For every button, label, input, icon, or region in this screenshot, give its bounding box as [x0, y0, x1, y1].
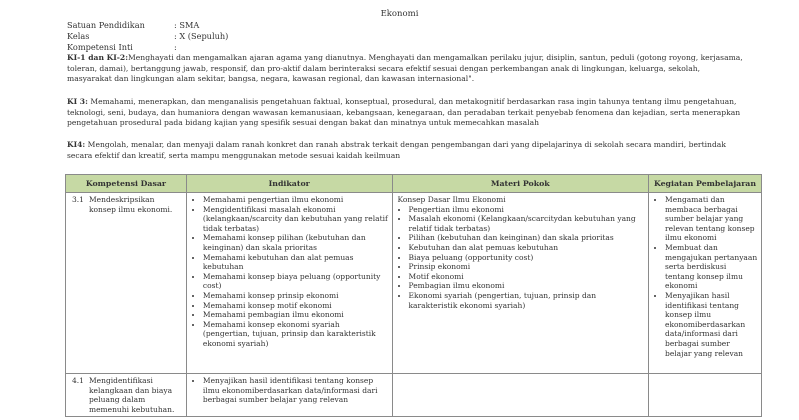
table-header-row: [66, 175, 762, 193]
materi-title: Konsep Dasar Ilmu Ekonomi: [397, 195, 506, 204]
table-row: [66, 193, 762, 374]
ki-1-2-lead: KI-1 dan KI-2:: [67, 53, 129, 62]
indikator-list: [190, 376, 389, 405]
materi-cell: [392, 374, 649, 417]
kegiatan-cell: [649, 374, 762, 417]
list-item: • Pilihan (kebutuhan dan keinginan) dan skala prioritas: [409, 233, 646, 243]
list-item: • Prinsip ekonomi: [409, 262, 646, 272]
kd-cell: [66, 374, 187, 417]
header-kegiatan-pembelajaran: Kegiatan Pembelajaran: [649, 175, 762, 193]
list-item: • Menyajikan hasil identifikasi tentang konsep ilmu ekonomiberdasarkan data/informasi dari berbagai sumber belajar yang relevan: [665, 291, 758, 358]
indikator-cell: [186, 374, 392, 417]
list-item: • Menyajikan hasil identifikasi tentang konsep ilmu ekonomiberdasarkan data/informasi dari berbagai sumber belajar yang relevan: [203, 376, 389, 405]
list-item: • Memahami kebutuhan dan alat pemuas kebutuhan: [203, 253, 389, 272]
list-item: • Masalah ekonomi (Kelangkaan/scarcitydan kebutuhan yang relatif tidak terbatas): [409, 214, 646, 233]
ki-1-2-text: Menghayati dan mengamalkan ajaran agama yang dianutnya. Menghayati dan mengamalkan perilaku jujur, disiplin, santun, peduli (gotong royong, kerjasama, toleran, damai), bertanggung jawab, responsif, dan pro-aktif dalam berinteraksi secara efektif sesuai dengan perkembangan anak di lingkungan, keluarga, sekolah, masyarakat dan lingkungan alam sekitar, bangsa, negara, kawasan regional, dan kawasan internasional".: [67, 53, 743, 83]
meta-kompetensi-inti: [67, 42, 177, 52]
list-item: • Pembagian ilmu ekonomi: [409, 281, 646, 291]
ki-4-text: Mengolah, menalar, dan menyaji dalam ranah konkret dan ranah abstrak terkait dengan pengembangan dari yang dipelajarinya di sekolah secara mandiri, bertindak secara efektif dan kreatif, serta mampu menggunakan metode sesuai kaidah keilmuan: [67, 140, 726, 160]
kd-text: Mendeskripsikan konsep ilmu ekonomi.: [89, 195, 173, 214]
materi-cell: [392, 193, 649, 374]
silabus-table: [65, 174, 762, 417]
meta-value: : SMA: [174, 20, 200, 30]
meta-kelas: [67, 31, 228, 41]
list-item: • Memahami konsep prinsip ekonomi: [203, 291, 389, 301]
ki-4-paragraph: [67, 140, 747, 161]
meta-label: Satuan Pendidikan: [67, 20, 145, 30]
ki-3-lead: KI 3:: [67, 97, 88, 106]
kd-text: Mengidentifikasi kelangkaan dan biaya peluang dalam memenuhi kebutuhan.: [89, 376, 175, 414]
document-title: Ekonomi: [380, 9, 419, 19]
kd-number: 3.1: [72, 195, 84, 204]
list-item: • Biaya peluang (opportunity cost): [409, 253, 646, 263]
list-item: • Memahami konsep pilihan (kebutuhan dan keinginan) dan skala prioritas: [203, 233, 389, 252]
list-item: • Mengamati dan membaca berbagai sumber belajar yang relevan tentang konsep ilmu ekonomi: [665, 195, 758, 243]
kegiatan-list: [652, 195, 758, 358]
header-kompetensi-dasar: Kompetensi Dasar: [66, 175, 187, 193]
list-item: • Mengidentifikasi masalah ekonomi (kelangkaan/scarcity dan kebutuhan yang relatif tidak terbatas): [203, 205, 389, 234]
kd-cell: [66, 193, 187, 374]
indikator-list: [190, 195, 389, 349]
list-item: • Pengertian ilmu ekonomi: [409, 205, 646, 215]
meta-value: :: [174, 42, 177, 52]
ki-3-paragraph: [67, 97, 747, 129]
list-item: • Memahami pembagian ilmu ekonomi: [203, 310, 389, 320]
list-item: • Membuat dan mengajukan pertanyaan serta berdiskusi tentang konsep ilmu ekonomi: [665, 243, 758, 291]
table-row: [66, 374, 762, 417]
header-materi-pokok: Materi Pokok: [392, 175, 649, 193]
list-item: • Memahami pengertian ilmu ekonomi: [203, 195, 389, 205]
indikator-cell: [186, 193, 392, 374]
list-item: • Memahami konsep biaya peluang (opportunity cost): [203, 272, 389, 291]
kd-number: 4.1: [72, 376, 84, 385]
meta-satuan-pendidikan: [67, 20, 199, 30]
ki-4-lead: KI4:: [67, 140, 86, 149]
meta-label: Kelas: [67, 31, 90, 41]
list-item: • Motif ekonomi: [409, 272, 646, 282]
kegiatan-cell: [649, 193, 762, 374]
list-item: • Ekonomi syariah (pengertian, tujuan, prinsip dan karakteristik ekonomi syariah): [409, 291, 646, 310]
list-item: • Kebutuhan dan alat pemuas kebutuhan: [409, 243, 646, 253]
ki-1-2-paragraph: [67, 53, 747, 85]
materi-list: [396, 205, 646, 311]
ki-3-text: Memahami, menerapkan, dan menganalisis pengetahuan faktual, konseptual, prosedural, dan metakognitif berdasarkan rasa ingin tahunya tentang ilmu pengetahuan, teknologi, seni, budaya, dan humaniora dengan wawasan kemanusiaan, kebangsaan, kenegaraan, dan peradaban terkait penyebab fenomena dan kejadian, serta menerapkan pengetahuan prosedural pada bidang kajian yang spesifik sesuai dengan bakat dan minatnya untuk memecahkan masalah: [67, 97, 741, 127]
list-item: • Memahami konsep motif ekonomi: [203, 301, 389, 311]
meta-label: Kompetensi Inti: [67, 42, 133, 52]
list-item: • Memahami konsep ekonomi syariah (pengertian, tujuan, prinsip dan karakteristik ekonomi syariah): [203, 320, 389, 349]
meta-value: : X (Sepuluh): [174, 31, 229, 41]
header-indikator: Indikator: [186, 175, 392, 193]
